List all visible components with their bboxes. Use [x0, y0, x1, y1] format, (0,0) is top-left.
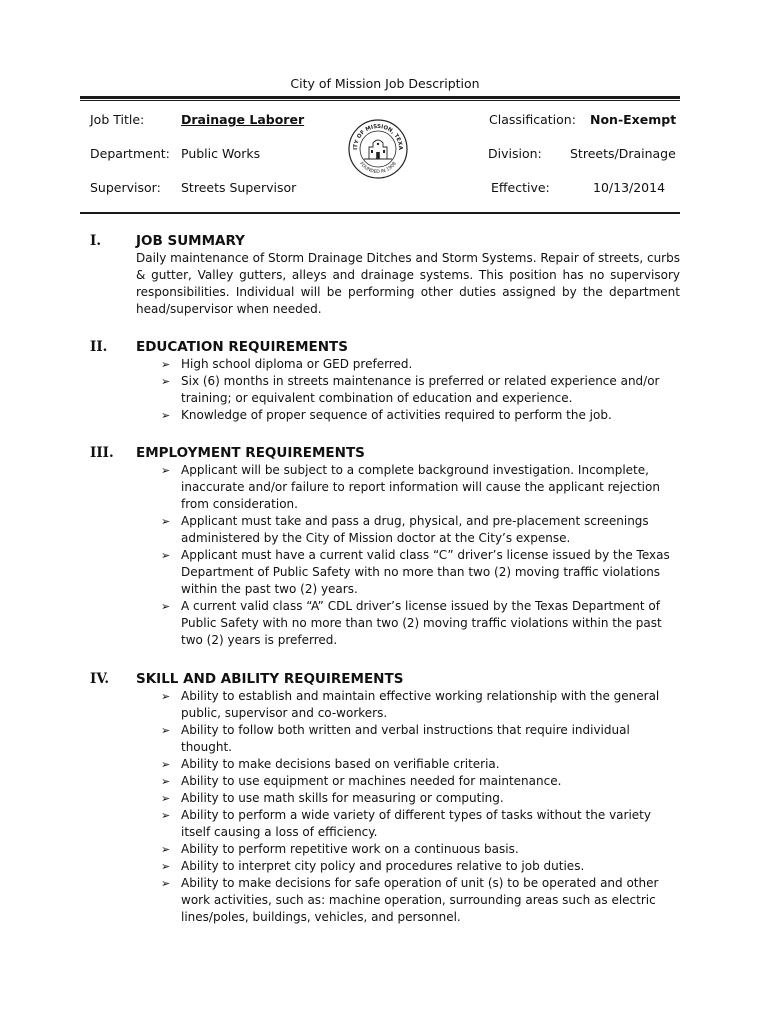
arrow-bullet-icon: ➢	[161, 375, 171, 388]
section-paragraph: Daily maintenance of Storm Drainage Ditches and Storm Systems. Repair of streets, curbs & gutter, Valley gutters, alleys and drainage systems. This position has no supervisory responsibilities. Individual will be performing other duties assigned by the department head/supervisor when needed.	[136, 251, 680, 316]
list-item-text: Ability to make decisions for safe operation of unit (s) to be operated and other work activities, such as: machine operation, surrounding areas such as electric lines/poles, buildings, vehicles, and personnel.	[181, 876, 659, 924]
svg-text:FOUNDED IN 1908	[358, 161, 398, 175]
department-label: Department:	[90, 146, 170, 161]
list-item	[136, 547, 680, 598]
arrow-bullet-icon: ➢	[161, 600, 171, 613]
arrow-bullet-icon: ➢	[161, 809, 171, 822]
list-item	[136, 462, 680, 513]
list-item	[136, 858, 680, 875]
list-item	[136, 841, 680, 858]
list-item-text: A current valid class “A” CDL driver’s license issued by the Texas Department of Public Safety with no more than two (2) moving traffic violations within the past two (2) years is preferred.	[181, 599, 662, 647]
list-item-text: Ability to interpret city policy and procedures relative to job duties.	[181, 859, 585, 873]
section-title: JOB SUMMARY	[136, 233, 245, 249]
effective-value: 10/13/2014	[593, 180, 666, 195]
classification-value: Non-Exempt	[590, 112, 677, 127]
list-item	[136, 598, 680, 649]
arrow-bullet-icon: ➢	[161, 409, 171, 422]
arrow-bullet-icon: ➢	[161, 690, 171, 703]
list-item-text: Ability to make decisions based on verifiable criteria.	[181, 757, 500, 771]
arrow-bullet-icon: ➢	[161, 464, 171, 477]
list-item	[136, 875, 680, 926]
section-title: EMPLOYMENT REQUIREMENTS	[136, 445, 365, 461]
job-title-value: Drainage Laborer	[181, 112, 305, 127]
list-item	[136, 773, 680, 790]
section-title: SKILL AND ABILITY REQUIREMENTS	[136, 671, 404, 687]
seal-top-text: ITY OF MISSION, TEXA	[352, 123, 404, 151]
arrow-bullet-icon: ➢	[161, 758, 171, 771]
list-item	[136, 373, 680, 407]
section-number: III.	[90, 445, 114, 461]
header-bottom-rule	[80, 212, 680, 214]
header-top-rule	[80, 96, 680, 99]
list-item	[136, 688, 680, 722]
section-number: I.	[90, 233, 102, 249]
list-item-text: Knowledge of proper sequence of activities required to perform the job.	[181, 408, 612, 422]
requirements-list	[136, 688, 680, 926]
list-item	[136, 356, 680, 373]
classification-label: Classification:	[489, 112, 576, 127]
list-item-text: Ability to establish and maintain effective working relationship with the general public, supervisor and co-workers.	[181, 689, 660, 720]
list-item-text: Ability to perform a wide variety of different types of tasks without the variety itself causing a loss of efficiency.	[181, 808, 651, 839]
division-label: Division:	[488, 146, 542, 161]
section-number: II.	[90, 339, 108, 355]
arrow-bullet-icon: ➢	[161, 860, 171, 873]
list-item-text: Applicant must have a current valid class “C” driver’s license issued by the Texas Department of Public Safety with no more than two (2) moving traffic violations within the past two (2) years.	[181, 548, 670, 596]
list-item-text: Ability to perform repetitive work on a continuous basis.	[181, 842, 519, 856]
list-item	[136, 407, 680, 424]
list-item-text: High school diploma or GED preferred.	[181, 357, 413, 371]
list-item-text: Applicant must take and pass a drug, physical, and pre-placement screenings administered by the City of Mission doctor at the City’s expense.	[181, 514, 649, 545]
arrow-bullet-icon: ➢	[161, 843, 171, 856]
list-item	[136, 790, 680, 807]
list-item-text: Ability to use math skills for measuring or computing.	[181, 791, 504, 805]
city-seal-icon	[347, 118, 409, 180]
requirements-list	[136, 462, 680, 649]
division-value: Streets/Drainage	[570, 146, 676, 161]
list-item	[136, 513, 680, 547]
requirements-list	[136, 356, 680, 424]
header-top-rule-thin	[80, 100, 680, 101]
list-item-text: Ability to use equipment or machines needed for maintenance.	[181, 774, 562, 788]
department-value: Public Works	[181, 146, 261, 161]
seal-bottom-text: FOUNDED IN 1908	[358, 161, 398, 176]
supervisor-label: Supervisor:	[90, 180, 161, 195]
list-item-text: Ability to follow both written and verbal instructions that require individual thought.	[181, 723, 630, 754]
arrow-bullet-icon: ➢	[161, 792, 171, 805]
arrow-bullet-icon: ➢	[161, 877, 171, 890]
section-number: IV.	[90, 671, 110, 687]
supervisor-value: Streets Supervisor	[181, 180, 297, 195]
arrow-bullet-icon: ➢	[161, 724, 171, 737]
arrow-bullet-icon: ➢	[161, 515, 171, 528]
effective-label: Effective:	[491, 180, 550, 195]
list-item-text: Applicant will be subject to a complete background investigation. Incomplete, inaccurate and/or failure to report information will cause the applicant rejection from consideration.	[181, 463, 660, 511]
list-item	[136, 756, 680, 773]
arrow-bullet-icon: ➢	[161, 549, 171, 562]
document-title: City of Mission Job Description	[290, 76, 480, 91]
job-title-label: Job Title:	[90, 112, 145, 127]
arrow-bullet-icon: ➢	[161, 358, 171, 371]
list-item	[136, 722, 680, 756]
list-item-text: Six (6) months in streets maintenance is preferred or related experience and/or training; or equivalent combination of education and experience.	[181, 374, 660, 405]
section-title: EDUCATION REQUIREMENTS	[136, 339, 348, 355]
arrow-bullet-icon: ➢	[161, 775, 171, 788]
list-item	[136, 807, 680, 841]
